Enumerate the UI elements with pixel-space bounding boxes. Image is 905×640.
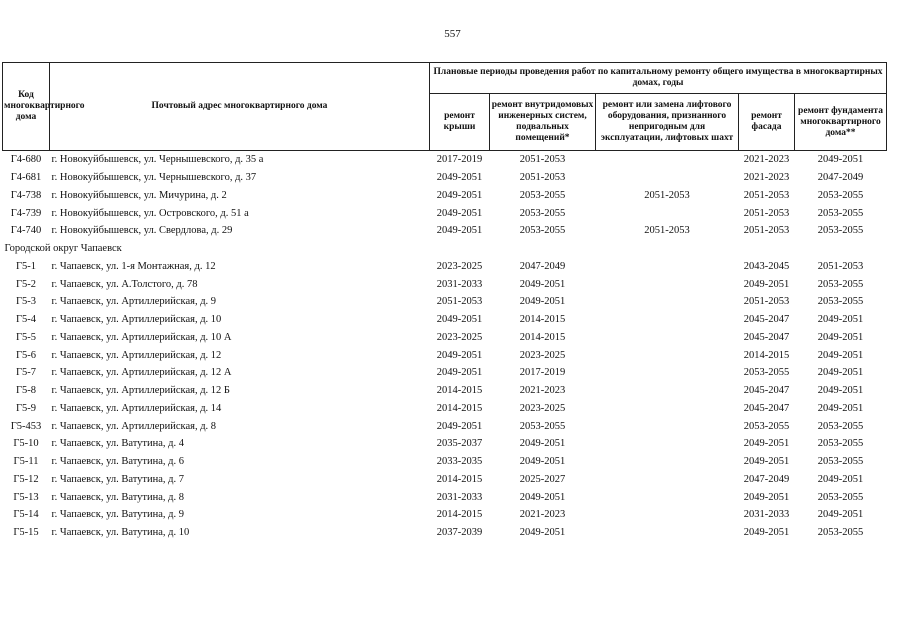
cell-foundation: 2049-2051 [817,473,864,485]
cell-roof: 2031-2033 [436,491,483,503]
cell-facade: 2045-2047 [743,385,790,397]
cell-roof: 2037-2039 [436,527,483,539]
cell-engineering: 2049-2051 [519,456,566,468]
table-row [3,293,887,311]
cell-address: г. Чапаевск, ул. Артиллерийская, д. 12 [51,349,222,361]
cell-code: Г4-739 [10,207,42,219]
cell-roof: 2023-2025 [436,260,483,272]
cell-code: Г5-14 [13,509,39,521]
cell-foundation: 2049-2051 [817,314,864,326]
cell-lift [596,364,739,382]
cell-address: г. Новокуйбышевск, ул. Чернышевского, д. 35 а [51,154,264,166]
cell-engineering: 2023-2025 [519,349,566,361]
cell-foundation: 2053-2055 [817,527,864,539]
cell-facade: 2045-2047 [743,402,790,414]
district-row [3,240,887,258]
cell-code: Г4-681 [10,172,42,184]
cell-code: Г5-10 [13,438,39,450]
cell-foundation: 2049-2051 [817,509,864,521]
cell-facade: 2049-2051 [743,491,790,503]
cell-code: Г5-15 [13,527,39,539]
header-lift: ремонт или замена лифтового оборудования, признанного непригодным для эксплуатации, лифтовых шахт [596,94,739,151]
page-number: 557 [444,28,461,40]
cell-facade: 2051-2053 [743,189,790,201]
cell-facade: 2043-2045 [743,260,790,272]
cell-facade: 2051-2053 [743,296,790,308]
cell-facade: 2049-2051 [743,438,790,450]
cell-foundation: 2049-2051 [817,367,864,379]
cell-address: г. Чапаевск, ул. Ватутина, д. 4 [51,438,185,450]
table-row [3,488,887,506]
cell-facade: 2051-2053 [743,207,790,219]
cell-code: Г4-738 [10,189,42,201]
cell-foundation: 2049-2051 [817,402,864,414]
cell-engineering: 2014-2015 [519,314,566,326]
cell-code: Г4-680 [10,154,42,166]
cell-facade: 2047-2049 [743,473,790,485]
cell-address: г. Чапаевск, ул. Артиллерийская, д. 8 [51,420,217,432]
cell-address: г. Чапаевск, ул. Ватутина, д. 10 [51,527,190,539]
cell-roof: 2014-2015 [436,473,483,485]
cell-roof: 2049-2051 [436,349,483,361]
cell-code: Г5-6 [15,349,37,361]
cell-lift [596,524,739,542]
cell-engineering: 2053-2055 [519,420,566,432]
cell-address: г. Чапаевск, ул. Артиллерийская, д. 9 [51,296,217,308]
cell-engineering: 2049-2051 [519,296,566,308]
cell-lift [596,346,739,364]
cell-lift [596,275,739,293]
table-row [3,222,887,240]
cell-foundation: 2053-2055 [817,207,864,219]
district-label: Городской округ Чапаевск [4,243,122,255]
cell-roof: 2049-2051 [436,189,483,201]
cell-lift [596,382,739,400]
cell-roof: 2049-2051 [436,172,483,184]
cell-roof: 2049-2051 [436,225,483,237]
cell-foundation: 2047-2049 [817,172,864,184]
cell-lift [596,169,739,187]
cell-engineering: 2021-2023 [519,509,566,521]
cell-code: Г5-2 [15,278,37,290]
cell-engineering: 2049-2051 [519,491,566,503]
cell-address: г. Новокуйбышевск, ул. Свердлова, д. 29 [51,225,233,237]
header-engineering: ремонт внутридомовых инженерных систем, подвальных помещений* [490,94,596,151]
cell-lift: 2051-2053 [644,225,690,237]
cell-lift [596,471,739,489]
table-row [3,275,887,293]
cell-code: Г5-8 [15,385,37,397]
cell-foundation: 2053-2055 [817,225,864,237]
cell-code: Г5-13 [13,491,39,503]
table-row [3,151,887,169]
cell-roof: 2014-2015 [436,385,483,397]
cell-lift [596,506,739,524]
table-row [3,382,887,400]
cell-foundation: 2053-2055 [817,189,864,201]
table-header [3,63,887,151]
table-row [3,329,887,347]
table-row [3,311,887,329]
cell-facade: 2014-2015 [743,349,790,361]
cell-address: г. Чапаевск, ул. Артиллерийская, д. 14 [51,402,222,414]
cell-roof: 2017-2019 [436,154,483,166]
table-row [3,169,887,187]
table-row [3,471,887,489]
cell-engineering: 2025-2027 [519,473,566,485]
header-code: Код многоквартирного дома [3,63,50,151]
cell-lift [596,453,739,471]
header-periods: Плановые периоды проведения работ по капитальному ремонту общего имущества в многоквартирных домах, годы [430,63,887,94]
cell-roof: 2049-2051 [436,420,483,432]
cell-engineering: 2053-2055 [519,225,566,237]
cell-facade: 2045-2047 [743,331,790,343]
cell-address: г. Чапаевск, ул. Артиллерийская, д. 10 [51,314,222,326]
district-section [3,240,887,258]
cell-foundation: 2049-2051 [817,331,864,343]
cell-engineering: 2053-2055 [519,207,566,219]
cell-engineering: 2021-2023 [519,385,566,397]
cell-code: Г5-4 [15,314,37,326]
cell-address: г. Чапаевск, ул. 1-я Монтажная, д. 12 [51,260,216,272]
cell-lift [596,151,739,169]
cell-address: г. Чапаевск, ул. Ватутина, д. 6 [51,456,185,468]
cell-lift [596,204,739,222]
cell-foundation: 2053-2055 [817,491,864,503]
cell-facade: 2045-2047 [743,314,790,326]
table-row [3,364,887,382]
cell-foundation: 2053-2055 [817,296,864,308]
cell-lift [596,435,739,453]
cell-facade: 2021-2023 [743,154,790,166]
header-roof: ремонт крыши [430,94,490,151]
cell-roof: 2033-2035 [436,456,483,468]
header-facade: ремонт фасада [739,94,795,151]
cell-lift [596,417,739,435]
table-row [3,417,887,435]
cell-code: Г5-11 [13,456,39,468]
cell-facade: 2053-2055 [743,367,790,379]
cell-facade: 2049-2051 [743,527,790,539]
cell-address: г. Новокуйбышевск, ул. Мичурина, д. 2 [51,189,227,201]
cell-engineering: 2047-2049 [519,260,566,272]
cell-lift [596,258,739,276]
cell-facade: 2051-2053 [743,225,790,237]
cell-address: г. Чапаевск, ул. Ватутина, д. 9 [51,509,185,521]
cell-engineering: 2049-2051 [519,438,566,450]
cell-code: Г5-7 [15,367,37,379]
table-row [3,346,887,364]
cell-roof: 2014-2015 [436,402,483,414]
cell-address: г. Чапаевск, ул. Артиллерийская, д. 12 Б [51,385,230,397]
cell-lift [596,293,739,311]
cell-roof: 2031-2033 [436,278,483,290]
cell-engineering: 2051-2053 [519,172,566,184]
cell-code: Г4-740 [10,225,42,237]
cell-roof: 2049-2051 [436,314,483,326]
cell-facade: 2053-2055 [743,420,790,432]
cell-address: г. Новокуйбышевск, ул. Островского, д. 51 а [51,207,249,219]
cell-facade: 2031-2033 [743,509,790,521]
cell-code: Г5-5 [15,331,37,343]
cell-foundation: 2049-2051 [817,349,864,361]
table-row [3,435,887,453]
repair-schedule-table [2,62,887,542]
cell-foundation: 2051-2053 [817,260,864,272]
cell-code: Г5-3 [15,296,37,308]
table-row [3,204,887,222]
table-row [3,258,887,276]
cell-roof: 2014-2015 [436,509,483,521]
table-row [3,400,887,418]
cell-facade: 2021-2023 [743,172,790,184]
header-foundation: ремонт фундамента многоквартирного дома** [795,94,887,151]
cell-lift [596,400,739,418]
table-body-bottom [3,258,887,542]
cell-lift [596,488,739,506]
cell-foundation: 2053-2055 [817,420,864,432]
cell-engineering: 2051-2053 [519,154,566,166]
cell-engineering: 2049-2051 [519,527,566,539]
cell-address: г. Чапаевск, ул. Артиллерийская, д. 10 А [51,331,232,343]
cell-address: г. Новокуйбышевск, ул. Чернышевского, д. 37 [51,172,257,184]
cell-address: г. Чапаевск, ул. Ватутина, д. 7 [51,473,185,485]
cell-code: Г5-453 [10,420,42,432]
cell-facade: 2049-2051 [743,456,790,468]
cell-roof: 2049-2051 [436,207,483,219]
cell-lift [596,311,739,329]
cell-lift: 2051-2053 [644,189,690,201]
cell-facade: 2049-2051 [743,278,790,290]
cell-address: г. Чапаевск, ул. А.Толстого, д. 78 [51,278,198,290]
cell-foundation: 2053-2055 [817,438,864,450]
table-row [3,187,887,205]
table-row [3,453,887,471]
cell-code: Г5-9 [15,402,37,414]
cell-foundation: 2053-2055 [817,456,864,468]
cell-engineering: 2017-2019 [519,367,566,379]
cell-foundation: 2049-2051 [817,154,864,166]
header-address: Почтовый адрес многоквартирного дома [50,63,430,151]
table-body-top [3,151,887,240]
cell-address: г. Чапаевск, ул. Артиллерийская, д. 12 А [51,367,232,379]
cell-roof: 2023-2025 [436,331,483,343]
table-row [3,524,887,542]
cell-engineering: 2023-2025 [519,402,566,414]
cell-code: Г5-1 [15,260,37,272]
cell-engineering: 2014-2015 [519,331,566,343]
cell-address: г. Чапаевск, ул. Ватутина, д. 8 [51,491,185,503]
cell-lift [596,329,739,347]
cell-foundation: 2053-2055 [817,278,864,290]
cell-foundation: 2049-2051 [817,385,864,397]
cell-roof: 2035-2037 [436,438,483,450]
cell-engineering: 2049-2051 [519,278,566,290]
cell-code: Г5-12 [13,473,39,485]
table-row [3,506,887,524]
cell-roof: 2049-2051 [436,367,483,379]
cell-roof: 2051-2053 [436,296,483,308]
cell-engineering: 2053-2055 [519,189,566,201]
